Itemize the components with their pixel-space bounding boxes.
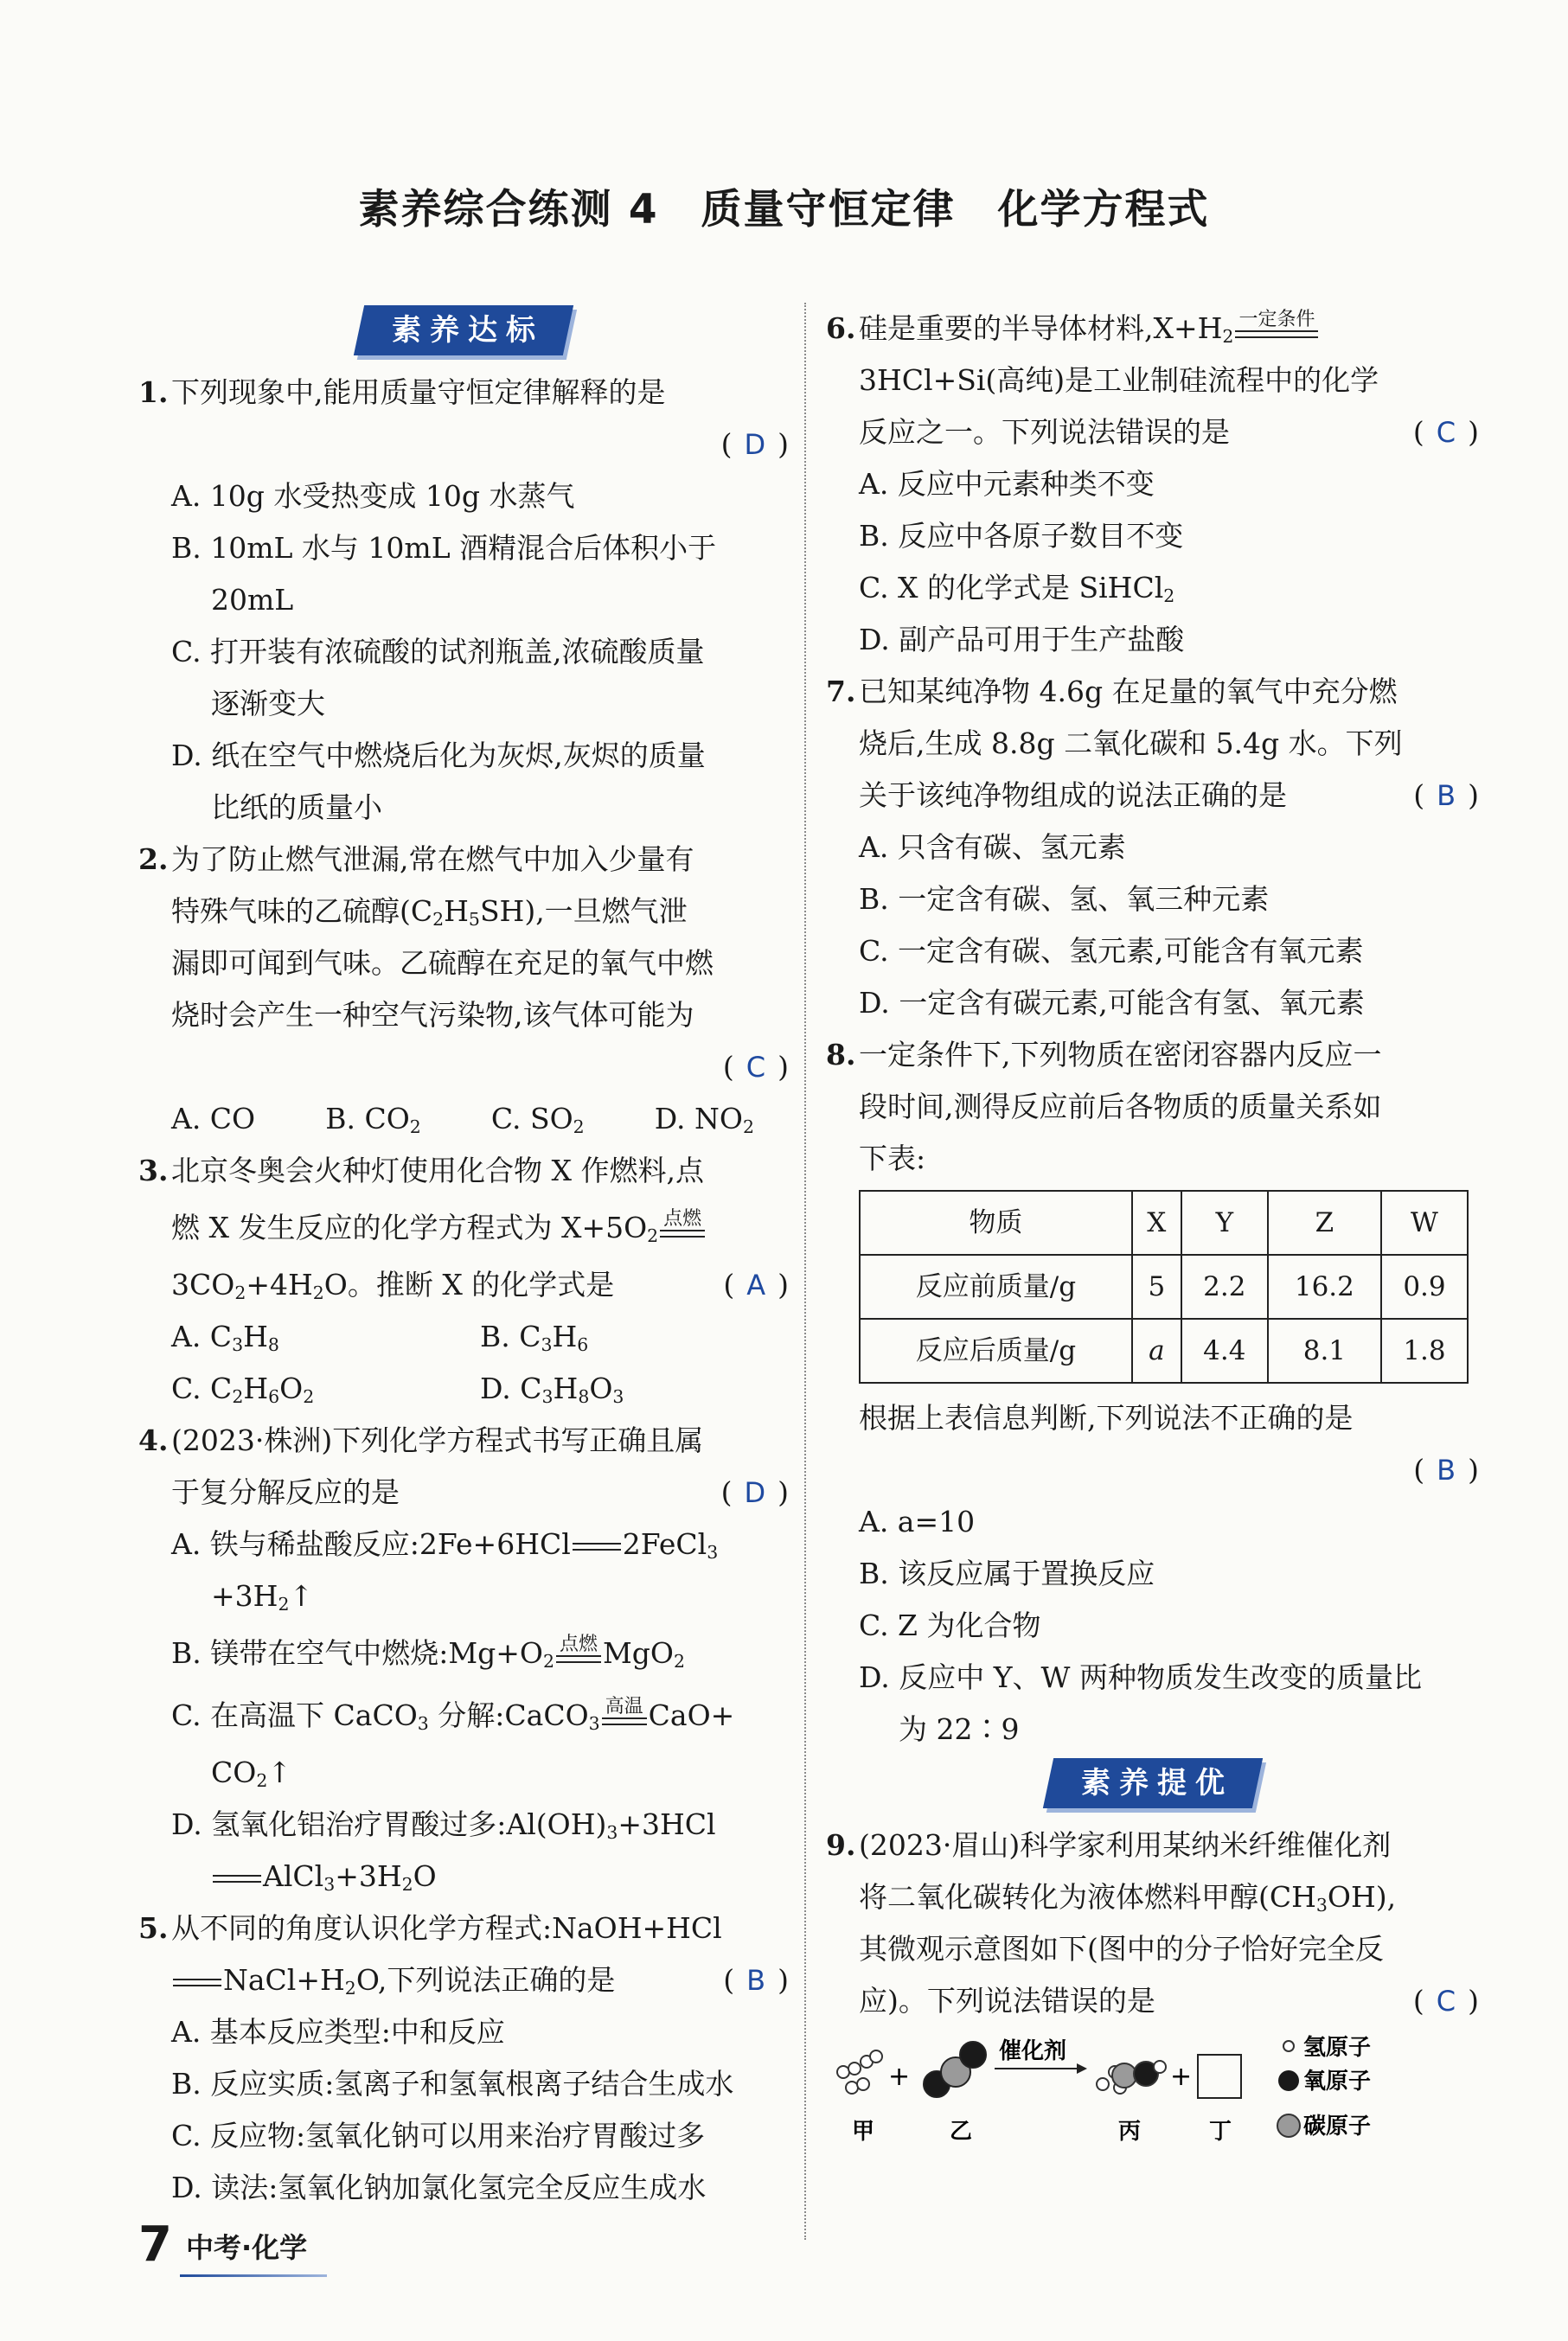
option-a: A. 反应中元素种类不变 — [859, 467, 1155, 501]
left-column — [138, 303, 789, 2214]
molecule-jia — [837, 2050, 882, 2094]
question-number: 8. — [826, 1038, 856, 1071]
table-cell: 16.2 — [1268, 1255, 1381, 1319]
option-c: C. Z 为化合物 — [859, 1609, 1041, 1642]
option-d-cont: 为 22∶9 — [899, 1712, 1020, 1746]
option-a: A. a=10 — [859, 1505, 976, 1538]
label-ding: 丁 — [1209, 2119, 1232, 2145]
column-divider — [804, 303, 806, 2240]
reaction-condition: 点燃 — [660, 1209, 705, 1238]
right-column — [826, 303, 1479, 2160]
question-2 — [138, 834, 789, 1145]
legend-oxygen-label: 氧原子 — [1303, 2069, 1372, 2095]
table-row — [860, 1319, 1468, 1383]
options-row-2 — [171, 1363, 789, 1415]
section-banner-sucai-dabiao — [354, 305, 573, 355]
question-number: 5. — [138, 1911, 169, 1945]
option-d: D. 一定含有碳元素,可能含有氢、氧元素 — [859, 986, 1365, 1020]
option-c: C. $SO_2$ — [490, 1102, 585, 1138]
molecule-diagram-svg — [826, 2031, 1449, 2160]
answer-line: ( D ) — [720, 427, 789, 461]
table-header: X — [1132, 1191, 1181, 1255]
answer: A — [746, 1269, 766, 1302]
option-a: A. 基本反应类型:中和反应 — [171, 2015, 505, 2049]
option-d: D. 反应中 Y、W 两种物质发生改变的质量比 — [859, 1660, 1422, 1694]
question-number: 2. — [138, 842, 169, 876]
table-cell: 2.2 — [1181, 1255, 1268, 1319]
option-a: A. 10g 水受热变成 10g 水蒸气 — [171, 479, 575, 513]
option-b: B. 该反应属于置换反应 — [859, 1557, 1155, 1590]
question-5 — [138, 1903, 789, 2214]
catalyst-label: 催化剂 — [999, 2038, 1067, 2064]
option-c: C. 反应物:氢氧化钠可以用来治疗胃酸过多 — [171, 2119, 706, 2152]
option-d: D. 副产品可用于生产盐酸 — [859, 623, 1185, 656]
section-title: 素养达标 — [392, 313, 544, 348]
option-c: C. 一定含有碳、氢元素,可能含有氧元素 — [859, 934, 1364, 968]
question-stem-line4: 根据上表信息判断,下列说法不正确的是 — [859, 1401, 1354, 1435]
table-cell: 反应后质量/g — [860, 1319, 1132, 1383]
question-stem-line4: 应)。下列说法错误的是 ( C ) — [859, 1984, 1479, 2018]
question-number: 1. — [138, 375, 169, 409]
option-c: C. X 的化学式是 SiHCl$_2$ — [859, 571, 1175, 607]
molecule-ding-box — [1198, 2055, 1241, 2098]
legend-oxygen-icon — [1278, 2070, 1299, 2091]
answer-line: ( C ) — [722, 1050, 789, 1084]
legend-carbon-label: 碳原子 — [1303, 2114, 1372, 2140]
question-number: 4. — [138, 1423, 169, 1457]
question-8 — [826, 1029, 1479, 1756]
answer: B — [746, 1964, 766, 1997]
option-b: B. 10mL 水与 10mL 酒精混合后体积小于 — [171, 531, 717, 565]
question-stem-line2: 段时间,测得反应前后各物质的质量关系如 — [859, 1090, 1382, 1123]
table-row — [860, 1255, 1468, 1319]
table-cell: 0.9 — [1381, 1255, 1468, 1319]
option-a: A. $C_3H_8$ — [171, 1320, 279, 1356]
footer-text: 中考·化学 — [185, 2231, 308, 2264]
question-stem-line1: 北京冬奥会火种灯使用化合物 X 作燃料,点 — [171, 1154, 704, 1187]
question-3 — [138, 1145, 789, 1415]
reaction-condition: 点燃 — [556, 1634, 601, 1663]
label-jia: 甲 — [852, 2119, 875, 2145]
molecule-bing — [1097, 2061, 1166, 2094]
question-number: 3. — [138, 1154, 169, 1187]
question-stem-line2: $NaCl+H_2O$,下列说法正确的是 ( B ) — [171, 1954, 789, 2006]
question-stem-line2: 特殊气味的乙硫醇$(C_2H_5SH)$,一旦燃气泄 — [171, 894, 688, 931]
option-d: D. 氢氧化铝治疗胃酸过多$:Al(OH)_3+3HCl$ — [171, 1807, 716, 1844]
options-row — [171, 1093, 789, 1145]
table-cell: 1.8 — [1381, 1319, 1468, 1383]
question-stem-line4: 烧时会产生一种空气污染物,该气体可能为 — [171, 998, 694, 1032]
table-header-row — [860, 1191, 1468, 1255]
table-cell: 5 — [1132, 1255, 1181, 1319]
section-banner-sucai-tiyou — [1042, 1758, 1262, 1808]
options-row-1 — [171, 1311, 789, 1363]
reaction-condition: 高温 — [602, 1697, 647, 1725]
option-d: D. 纸在空气中燃烧后化为灰烬,灰烬的质量 — [171, 739, 706, 772]
legend-hydrogen-label: 氢原子 — [1303, 2035, 1372, 2061]
molecule-diagram — [826, 2031, 1479, 2160]
option-d-cont: $AlCl_3+3H_2O$ — [171, 1851, 789, 1903]
question-stem-line1: 一定条件下,下列物质在密闭容器内反应一 — [859, 1038, 1382, 1071]
option-b: B. $CO_2$ — [325, 1102, 421, 1138]
option-a-cont: $+3H_2↑$ — [211, 1579, 314, 1615]
question-stem-line3: 反应之一。下列说法错误的是 ( C ) — [859, 415, 1479, 449]
option-a: A. 铁与稀盐酸反应:2Fe+6HCl 2FeCl$_3$ — [171, 1527, 719, 1564]
table-header: W — [1381, 1191, 1468, 1255]
option-d-cont: 比纸的质量小 — [211, 790, 382, 824]
table-cell: 反应前质量/g — [860, 1255, 1132, 1319]
arrow-head — [1077, 2063, 1087, 2074]
page-number: 7 — [138, 2216, 172, 2273]
option-a: A. 只含有碳、氢元素 — [859, 830, 1126, 864]
question-stem-line3: 其微观示意图如下(图中的分子恰好完全反 — [859, 1932, 1384, 1966]
option-d: D. $C_3H_8O_3$ — [480, 1372, 624, 1408]
option-b: B. 一定含有碳、氢、氧三种元素 — [859, 882, 1270, 916]
answer: D — [744, 428, 766, 461]
option-c: C. 在高温下 CaCO$_3$ 分解:CaCO$_3$ 高温 CaO+ — [171, 1695, 735, 1735]
answer: C — [1436, 416, 1456, 449]
question-7 — [826, 666, 1479, 1029]
plus-sign: + — [1170, 2062, 1193, 2092]
table-cell: a — [1132, 1319, 1181, 1383]
question-stem-line1: 从不同的角度认识化学方程式:NaOH+HCl — [171, 1911, 722, 1945]
table-cell: 4.4 — [1181, 1319, 1268, 1383]
question-stem-line2: 3HCl+Si(高纯)是工业制硅流程中的化学 — [859, 363, 1379, 397]
question-stem: 下列现象中,能用质量守恒定律解释的是 — [171, 375, 666, 409]
option-a: A. CO — [171, 1102, 256, 1135]
question-6 — [826, 303, 1479, 666]
question-9 — [826, 1820, 1479, 2027]
option-c: C. $C_2H_6O_2$ — [171, 1372, 315, 1408]
question-stem-line2: 将二氧化碳转化为液体燃料甲醇$(CH_3OH)$, — [859, 1880, 1397, 1916]
answer: B — [1437, 779, 1456, 812]
option-b: B. 反应实质:氢离子和氢氧根离子结合生成水 — [171, 2067, 734, 2101]
option-b: B. $C_3H_6$ — [480, 1320, 589, 1356]
option-d: D. $NO_2$ — [654, 1102, 754, 1138]
option-c-cont: 逐渐变大 — [211, 687, 325, 720]
option-b: B. 镁带在空气中燃烧$:Mg+O_2$ 点燃 MgO$_2$ — [171, 1633, 685, 1673]
question-stem-line3: 漏即可闻到气味。乙硫醇在充足的氧气中燃 — [171, 946, 714, 980]
option-c-cont: $CO_2↑$ — [211, 1756, 291, 1792]
mass-table — [859, 1190, 1469, 1384]
footer-underline — [180, 2274, 327, 2277]
question-stem-line2: 于复分解反应的是 ( D ) — [171, 1475, 789, 1509]
answer: C — [746, 1051, 766, 1084]
question-stem-line1: (2023·株洲)下列化学方程式书写正确且属 — [171, 1423, 704, 1457]
question-stem-line1: 已知某纯净物 4.6g 在足量的氧气中充分燃 — [859, 675, 1398, 708]
question-number: 7. — [826, 675, 856, 708]
question-4 — [138, 1415, 789, 1903]
page-title: 素养综合练测 4 质量守恒定律 化学方程式 — [358, 186, 1210, 233]
question-stem-line3: 下表: — [859, 1142, 926, 1175]
question-stem-line3: 关于该纯净物组成的说法正确的是 ( B ) — [859, 778, 1479, 812]
table-header: 物质 — [860, 1191, 1132, 1255]
table-cell: 8.1 — [1268, 1319, 1381, 1383]
question-number: 9. — [826, 1828, 856, 1862]
table-header: Z — [1268, 1191, 1381, 1255]
question-1 — [138, 367, 789, 834]
option-d: D. 读法:氢氧化钠加氯化氢完全反应生成水 — [171, 2171, 707, 2204]
question-stem-line1: 为了防止燃气泄漏,常在燃气中加入少量有 — [171, 842, 694, 876]
section-banner-wrap — [138, 303, 789, 367]
legend-hydrogen-icon — [1283, 2041, 1294, 2051]
answer: D — [744, 1476, 766, 1509]
molecule-yi — [924, 2042, 986, 2097]
answer: B — [1437, 1454, 1456, 1487]
page-footer — [138, 2216, 308, 2273]
section-title: 素养提优 — [1080, 1766, 1233, 1801]
option-c: C. 打开装有浓硫酸的试剂瓶盖,浓硫酸质量 — [171, 635, 705, 668]
question-stem-line1: 硅是重要的半导体材料$,X+H_2$ 一定条件 — [859, 303, 1479, 355]
question-number: 6. — [826, 311, 856, 345]
question-stem-line2: 烧后,生成 8.8g 二氧化碳和 5.4g 水。下列 — [859, 726, 1403, 760]
option-b: B. 反应中各原子数目不变 — [859, 519, 1184, 553]
question-stem-line1: (2023·眉山)科学家利用某纳米纤维催化剂 — [859, 1828, 1392, 1862]
section-banner-wrap — [826, 1756, 1479, 1820]
answer-line: ( B ) — [1413, 1453, 1479, 1487]
question-stem-line3: $3CO_2+4H_2O$。推断 X 的化学式是 ( A ) — [171, 1268, 789, 1304]
label-bing: 丙 — [1118, 2119, 1142, 2145]
answer: C — [1436, 1985, 1456, 2018]
plus-sign: + — [888, 2062, 911, 2092]
question-stem-line2: 燃 X 发生反应的化学方程式为 $X+5O_2$ 点燃 — [171, 1197, 789, 1259]
legend-carbon-icon — [1277, 2114, 1300, 2137]
reaction-condition: 一定条件 — [1235, 310, 1318, 338]
option-b-cont: 20mL — [211, 583, 294, 617]
table-header: Y — [1181, 1191, 1268, 1255]
label-yi: 乙 — [950, 2119, 973, 2145]
